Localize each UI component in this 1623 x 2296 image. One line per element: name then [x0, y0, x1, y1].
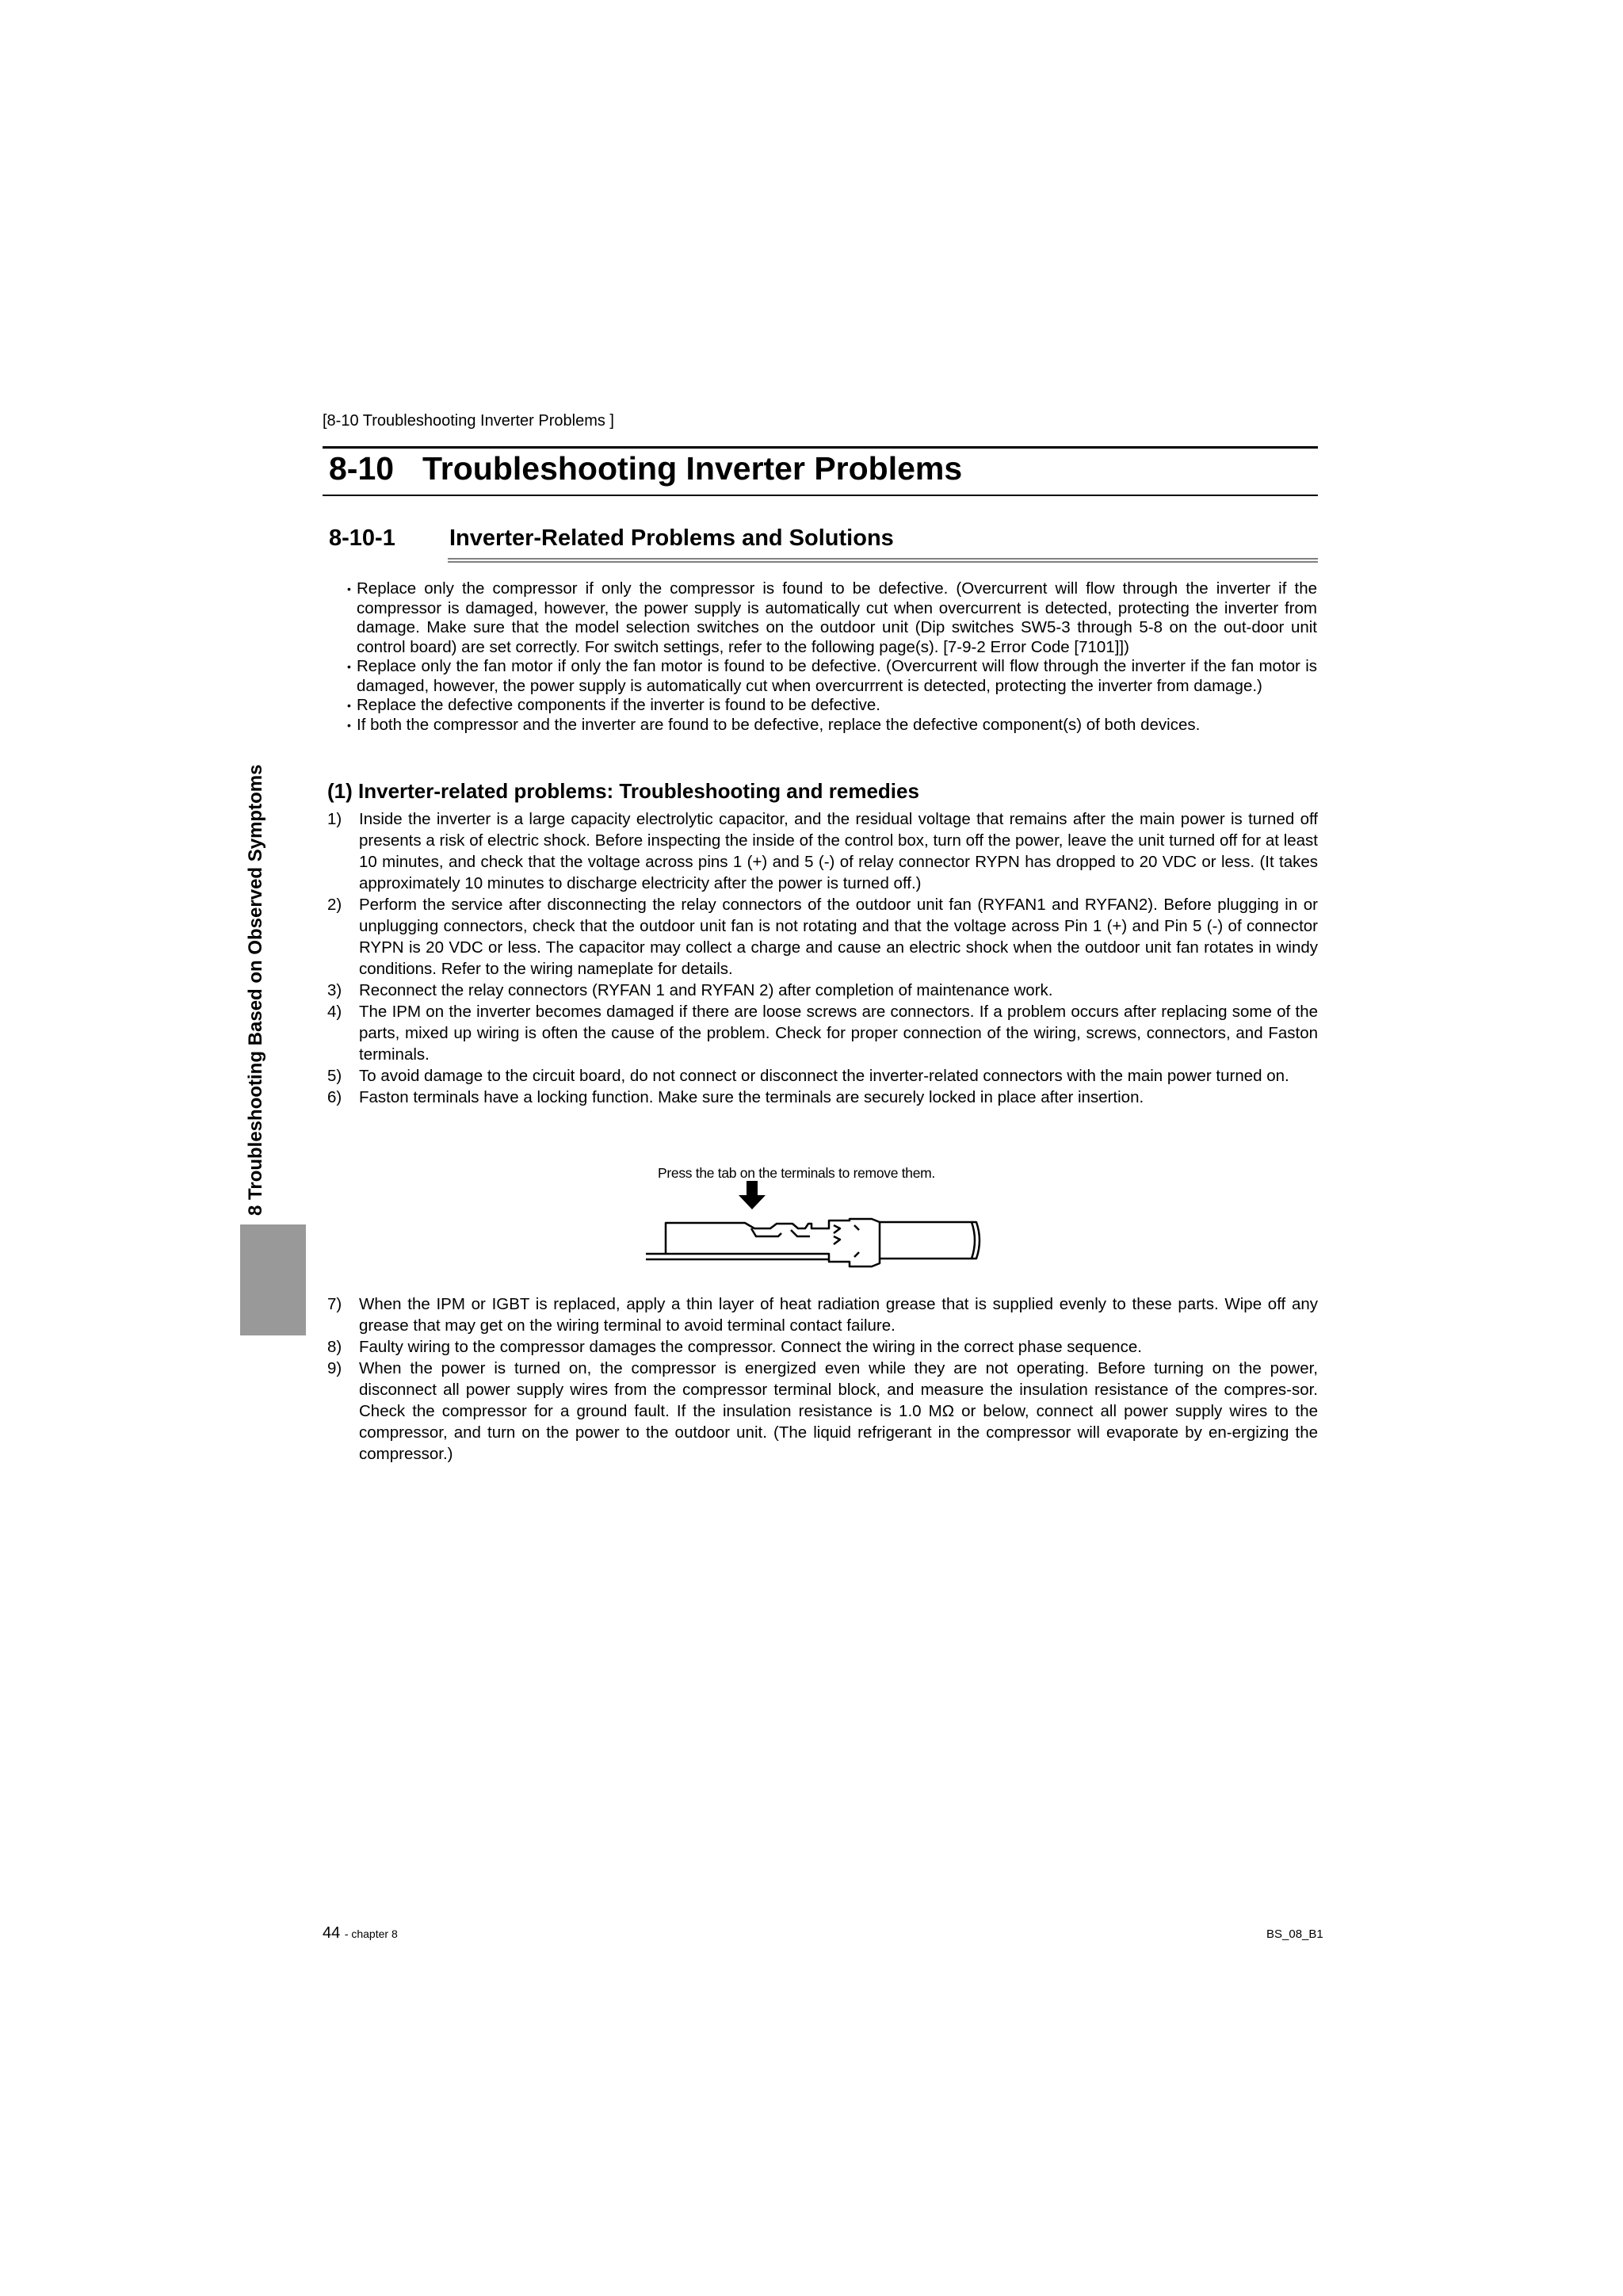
list-item-number: 3): [327, 981, 342, 999]
section-rule-2: [448, 561, 1318, 563]
numbered-list-bottom: [327, 1293, 1318, 1465]
chapter-side-tab: [240, 1224, 306, 1335]
bullet-list: [349, 579, 1317, 735]
page-footer-left: [323, 1924, 398, 1943]
document-code: BS_08_B1: [1266, 1927, 1323, 1941]
breadcrumb: [8-10 Troubleshooting Inverter Problems ]: [323, 412, 614, 430]
list-item: [327, 1065, 1318, 1087]
list-item: [327, 1358, 1318, 1465]
list-item-number: 1): [327, 810, 342, 828]
list-item-text: When the power is turned on, the compressor is energized even while they are not operating. Before turning on the power, disconnect all power supply wires from the compressor terminal block, and measure the insulation resistance of the compres-sor. Check the compressor for a ground fault. If the insulation resistance is 1.0 MΩ or below, connect all power supply wires to the compressor, and turn on the power to the outdoor unit. (The liquid refrigerant in the compressor will evaporate by en-ergizing the compressor.): [359, 1359, 1318, 1463]
list-item: [327, 808, 1318, 894]
faston-terminal-figure: [642, 1181, 999, 1272]
figure-caption: Press the tab on the terminals to remove them.: [658, 1165, 935, 1181]
chapter-side-title: 8 Troubleshooting Based on Observed Symptoms: [245, 764, 266, 1216]
list-item-number: 7): [327, 1295, 342, 1313]
list-item-text: To avoid damage to the circuit board, do not connect or disconnect the inverter-related connectors with the main power turned on.: [359, 1067, 1289, 1085]
list-item-text: The IPM on the inverter becomes damaged if there are loose screws are connectors. If a problem occurs after replacing some of the parts, mixed up wiring is often the cause of the problem. Check for proper connection of the wiring, screws, connectors, and Faston terminals.: [359, 1003, 1318, 1064]
list-item-text: Reconnect the relay connectors (RYFAN 1 and RYFAN 2) after completion of maintenance work.: [359, 981, 1053, 999]
title-bottom-rule: [323, 495, 1318, 496]
list-item-number: 4): [327, 1003, 342, 1021]
section-title-number: 8-10-1: [329, 525, 395, 551]
list-item-number: 5): [327, 1067, 342, 1085]
section-title: [329, 525, 894, 552]
page-title-number: 8-10: [329, 450, 395, 487]
section-title-text: Inverter-Related Problems and Solutions: [449, 525, 894, 551]
down-arrow-icon: [739, 1181, 766, 1209]
bullet-item: • Replace only the compressor if only the compressor is found to be defective. (Overcurrent will flow through the inverter if the compressor is damaged, however, the power supply is automatically cut when overcurrent is detected, protecting the inverter from damage. Make sure that the model selection switches on the outdoor unit (Dip switches SW5-3 through 5-8 on the out-door unit control board) are set correctly. For switch settings, refer to the following page(s). [7-9-2 Error Code [7101]]): [349, 579, 1317, 657]
list-item-text: Perform the service after disconnecting the relay connectors of the outdoor unit fan (RYFAN1 and RYFAN2). Before plugging in or unplugging connectors, check that the outdoor unit fan is not rotating and that the voltage across Pin 1 (+) and Pin 5 (-) of connector RYPN is 20 VDC or less. The capacitor may collect a charge and cause an electric shock when the outdoor unit fan rotates in windy conditions. Refer to the wiring nameplate for details.: [359, 896, 1318, 978]
terminal-crimp-notches: [834, 1225, 859, 1257]
bullet-item: • If both the compressor and the inverter are found to be defective, replace the defective component(s) of both devices.: [349, 716, 1317, 735]
list-item: [327, 1001, 1318, 1065]
list-item-number: 6): [327, 1088, 342, 1106]
list-item-text: When the IPM or IGBT is replaced, apply a thin layer of heat radiation grease that is supplied evenly to these parts. Wipe off any grease that may get on the wiring terminal to avoid terminal contact failure.: [359, 1295, 1318, 1335]
list-item: [327, 1293, 1318, 1336]
list-item-number: 2): [327, 896, 342, 914]
wire-end-curve: [972, 1222, 975, 1259]
list-item-number: 8): [327, 1338, 342, 1356]
list-item: [327, 1087, 1318, 1108]
terminal-locking-tab: [751, 1228, 810, 1236]
wire-outline: [880, 1222, 980, 1259]
list-item: [327, 894, 1318, 980]
list-item-text: Faulty wiring to the compressor damages the compressor. Connect the wiring in the correct phase sequence.: [359, 1338, 1142, 1356]
list-item-text: Faston terminals have a locking function. Make sure the terminals are securely locked in place after insertion.: [359, 1088, 1144, 1106]
list-item: [327, 1336, 1318, 1358]
subsection-heading: (1) Inverter-related problems: Troubleshooting and remedies: [327, 779, 919, 803]
list-item: [327, 980, 1318, 1001]
page-title-text: Troubleshooting Inverter Problems: [422, 450, 963, 487]
list-item-text: Inside the inverter is a large capacity electrolytic capacitor, and the residual voltage that remains after the main power is turned off presents a risk of electric shock. Before inspecting the inside of the control box, turn off the power, leave the unit turned off for at least 10 minutes, and check that the voltage across pins 1 (+) and 5 (-) of relay connector RYPN has dropped to 20 VDC or less. (It takes approximately 10 minutes to discharge electricity after the power is turned off.): [359, 810, 1318, 892]
page-number: 44: [323, 1924, 341, 1942]
numbered-list-top: [327, 808, 1318, 1108]
section-rule-1: [448, 558, 1318, 560]
title-top-rule: [323, 446, 1318, 449]
list-item-number: 9): [327, 1359, 342, 1377]
page-title: [329, 450, 962, 487]
bullet-item: • Replace the defective components if the inverter is found to be defective.: [349, 696, 1317, 716]
chapter-label: - chapter 8: [344, 1927, 398, 1940]
bullet-item: • Replace only the fan motor if only the fan motor is found to be defective. (Overcurrent will flow through the inverter if the fan motor is damaged, however, the power supply is automatically cut when overcurrrent is detected, protecting the inverter from damage.): [349, 657, 1317, 696]
